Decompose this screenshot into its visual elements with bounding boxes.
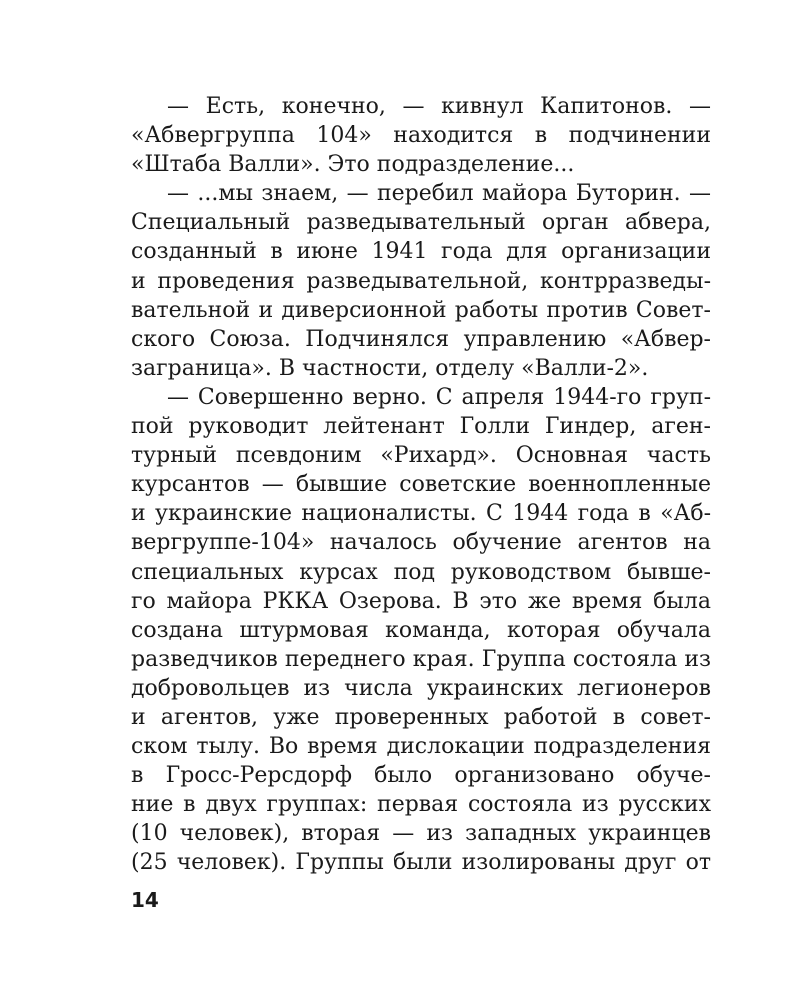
text-line: «Абвергруппа 104» находится в подчинении [131,123,711,149]
text-line: специальных курсах под руководством бывше- [131,559,711,585]
text-line: — Есть, конечно, — кивнул Капитонов. — [167,94,711,119]
text-line: «Штаба Валли». Это подразделение... [131,152,575,178]
text-line: го майора РККА Озерова. В это же время была [131,588,711,614]
text-line: (25 человек). Группы были изолированы друг от [131,850,711,876]
text-line: пой руководит лейтенант Голли Гиндер, аген- [131,414,711,440]
text-line: и агентов, уже проверенных работой в совет- [131,704,711,730]
text-line: разведчиков переднего края. Группа состояла из [131,646,711,672]
text-line: и украинские националисты. С 1944 года в «Аб- [131,501,711,527]
text-line: заграница». В частности, отделу «Валли-2». [131,355,649,381]
text-line: вательной и диверсионной работы против Совет- [131,297,711,323]
text-line: ского Союза. Подчинялся управлению «Абвер- [131,326,711,352]
body-text [131,92,711,878]
text-line: — Совершенно верно. С апреля 1944-го груп- [167,384,711,410]
text-line: в Гросс-Рерсдорф было организовано обуче- [131,763,711,789]
text-line: турный псевдоним «Рихард». Основная часть [131,443,711,469]
text-line: добровольцев из числа украинских легионеров [131,675,711,701]
text-line: (10 человек), вторая — из западных украинцев [131,821,711,847]
page-number: 14 [131,888,159,912]
text-line: и проведения разведывательной, контрразведы- [131,268,711,294]
text-line: ние в двух группах: первая состояла из русских [131,792,711,818]
text-line: ском тылу. Во время дислокации подразделения [131,734,711,760]
text-line: создана штурмовая команда, которая обучала [131,617,711,643]
text-line: курсантов — бывшие советские военнопленные [131,472,711,498]
text-line: — ...мы знаем, — перебил майора Буторин. — [167,181,711,207]
text-line: вергруппе-104» началось обучение агентов на [131,530,711,556]
text-line: Специальный разведывательный орган абвера, [131,210,711,236]
text-line: созданный в июне 1941 года для организации [131,239,711,265]
